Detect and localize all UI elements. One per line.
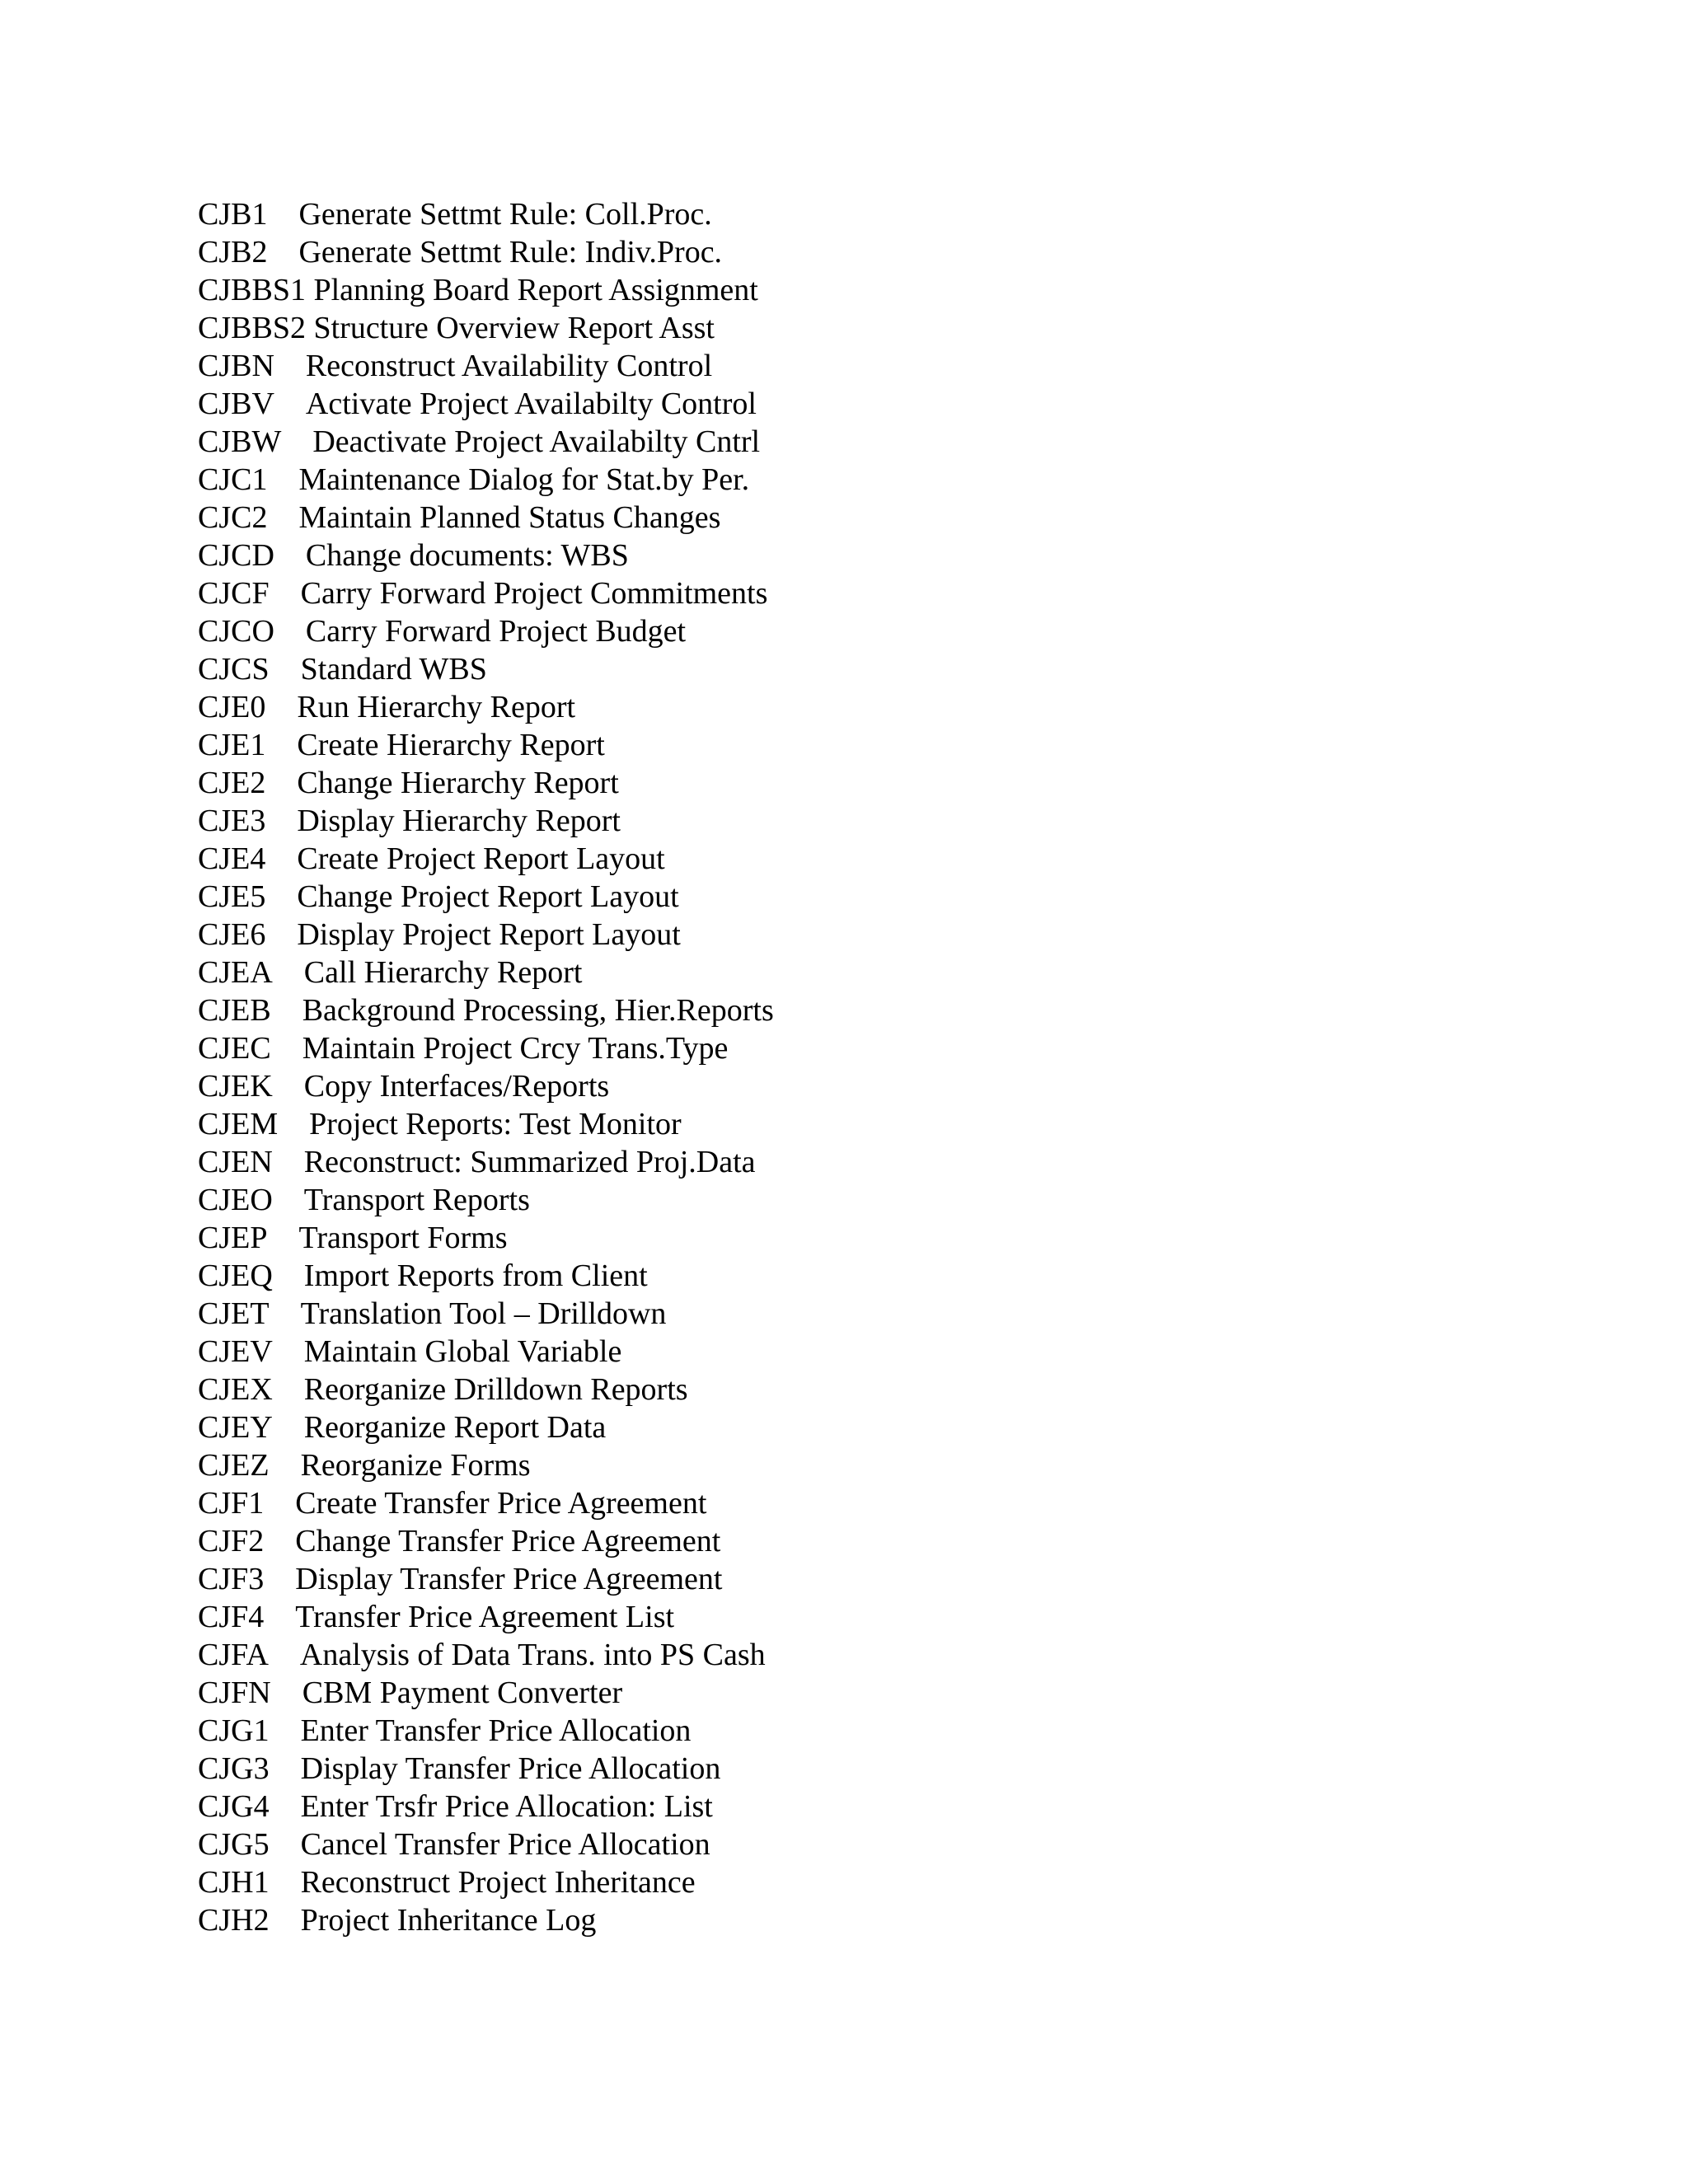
transaction-code: CJF3 [198, 1562, 265, 1596]
column-gap [270, 1789, 301, 1824]
transaction-description: Reorganize Drilldown Reports [303, 1372, 688, 1407]
column-gap [273, 955, 304, 990]
transaction-code: CJEP [198, 1221, 268, 1255]
column-gap [271, 993, 302, 1028]
list-item [198, 1295, 774, 1333]
transaction-code: CJE1 [198, 728, 266, 762]
list-item [198, 1788, 774, 1825]
transaction-code: CJEM [198, 1107, 279, 1141]
transaction-code: CJCF [198, 576, 270, 611]
list-item [198, 309, 774, 347]
transaction-code: CJE5 [198, 879, 266, 914]
transaction-description: Change documents: WBS [305, 538, 629, 573]
list-item [198, 1143, 774, 1181]
transaction-description: Reconstruct Availability Control [305, 349, 713, 383]
transaction-code: CJEZ [198, 1448, 270, 1483]
column-gap [264, 1486, 295, 1521]
transaction-code: CJBW [198, 424, 282, 459]
transaction-description: Run Hierarchy Report [297, 690, 576, 724]
list-item [198, 650, 774, 688]
transaction-description: Create Hierarchy Report [297, 728, 605, 762]
column-gap [273, 1372, 304, 1407]
transaction-description: Change Project Report Layout [297, 879, 679, 914]
column-gap [273, 1334, 304, 1369]
transaction-description: Call Hierarchy Report [303, 955, 583, 990]
transaction-code: CJG5 [198, 1827, 270, 1862]
list-item [198, 347, 774, 385]
list-item [198, 1522, 774, 1560]
column-gap [265, 917, 297, 952]
list-item [198, 1371, 774, 1408]
column-gap [306, 311, 314, 345]
transaction-description: Structure Overview Report Asst [313, 311, 715, 345]
column-gap [274, 387, 306, 421]
list-item [198, 878, 774, 916]
column-gap [273, 1410, 304, 1445]
transaction-description: Carry Forward Project Budget [305, 614, 687, 649]
list-item [198, 991, 774, 1029]
transaction-description: Carry Forward Project Commitments [300, 576, 768, 611]
transaction-description: Standard WBS [300, 652, 487, 687]
transaction-code: CJG1 [198, 1713, 270, 1748]
transaction-description: CBM Payment Converter [302, 1675, 623, 1710]
transaction-code: CJH1 [198, 1865, 270, 1900]
transaction-description: Display Transfer Price Allocation [300, 1751, 721, 1786]
list-item [198, 764, 774, 802]
transaction-description: Generate Settmt Rule: Indiv.Proc. [298, 235, 723, 269]
list-item [198, 1067, 774, 1105]
list-item [198, 1750, 774, 1788]
list-item [198, 1484, 774, 1522]
transaction-code: CJEX [198, 1372, 273, 1407]
transaction-code: CJB2 [198, 235, 268, 269]
column-gap [271, 1031, 302, 1066]
transaction-code: CJEY [198, 1410, 273, 1445]
column-gap [274, 349, 306, 383]
column-gap [273, 1069, 304, 1104]
transaction-description: Enter Transfer Price Allocation [300, 1713, 692, 1748]
list-item [198, 840, 774, 878]
list-item [198, 1825, 774, 1863]
list-item [198, 1674, 774, 1712]
column-gap [274, 538, 306, 573]
transaction-code: CJC1 [198, 462, 268, 497]
list-item [198, 1446, 774, 1484]
column-gap [273, 1258, 304, 1293]
transaction-description: Transfer Price Agreement List [295, 1600, 675, 1634]
list-item [198, 537, 774, 574]
list-item [198, 574, 774, 612]
transaction-description: Import Reports from Client [303, 1258, 648, 1293]
transaction-code: CJEB [198, 993, 271, 1028]
list-item [198, 1219, 774, 1257]
transaction-description: Change Transfer Price Agreement [295, 1524, 721, 1558]
column-gap [267, 1221, 298, 1255]
transaction-description: Change Hierarchy Report [297, 766, 619, 800]
transaction-code: CJB1 [198, 197, 268, 232]
transaction-code: CJCD [198, 538, 274, 573]
transaction-code: CJG3 [198, 1751, 270, 1786]
transaction-code: CJEQ [198, 1258, 273, 1293]
transaction-description: Project Inheritance Log [300, 1903, 597, 1938]
column-gap [281, 424, 312, 459]
list-item [198, 461, 774, 499]
transaction-description: Create Transfer Price Agreement [295, 1486, 707, 1521]
column-gap [264, 1600, 295, 1634]
list-item [198, 1181, 774, 1219]
transaction-code: CJF2 [198, 1524, 265, 1558]
transaction-description: Background Processing, Hier.Reports [302, 993, 774, 1028]
list-item [198, 1560, 774, 1598]
transaction-code: CJC2 [198, 500, 268, 535]
transaction-description: Enter Trsfr Price Allocation: List [300, 1789, 713, 1824]
list-item [198, 1257, 774, 1295]
list-item [198, 499, 774, 537]
column-gap [264, 1562, 295, 1596]
transaction-code: CJEC [198, 1031, 271, 1066]
list-item [198, 271, 774, 309]
list-item [198, 1636, 774, 1674]
column-gap [265, 728, 297, 762]
list-item [198, 1105, 774, 1143]
list-item [198, 1712, 774, 1750]
column-gap [265, 804, 297, 838]
transaction-code: CJCO [198, 614, 274, 649]
transaction-description: Analysis of Data Trans. into PS Cash [299, 1638, 766, 1672]
transaction-code: CJF1 [198, 1486, 265, 1521]
column-gap [270, 1448, 301, 1483]
transaction-code: CJE2 [198, 766, 266, 800]
column-gap [267, 500, 298, 535]
transaction-description: Copy Interfaces/Reports [303, 1069, 610, 1104]
list-item [198, 1863, 774, 1901]
transaction-description: Reorganize Forms [300, 1448, 531, 1483]
transaction-code: CJBN [198, 349, 274, 383]
column-gap [270, 1751, 301, 1786]
transaction-code: CJEK [198, 1069, 273, 1104]
column-gap [270, 652, 301, 687]
transaction-description: Display Transfer Price Agreement [295, 1562, 723, 1596]
column-gap [273, 1145, 304, 1179]
transaction-description: Maintain Global Variable [303, 1334, 622, 1369]
transaction-code: CJEN [198, 1145, 273, 1179]
column-gap [267, 197, 298, 232]
transaction-description: Maintain Project Crcy Trans.Type [302, 1031, 729, 1066]
list-item [198, 1408, 774, 1446]
transaction-description: Planning Board Report Assignment [313, 273, 758, 307]
column-gap [270, 1713, 301, 1748]
transaction-description: Maintenance Dialog for Stat.by Per. [298, 462, 750, 497]
column-gap [270, 1827, 301, 1862]
transaction-description: Display Hierarchy Report [297, 804, 621, 838]
transaction-description: Maintain Planned Status Changes [298, 500, 721, 535]
transaction-code: CJE0 [198, 690, 266, 724]
column-gap [267, 235, 298, 269]
transaction-description: Cancel Transfer Price Allocation [300, 1827, 710, 1862]
list-item [198, 688, 774, 726]
transaction-code-list [198, 195, 774, 1939]
transaction-description: Generate Settmt Rule: Coll.Proc. [298, 197, 712, 232]
column-gap [267, 462, 298, 497]
list-item [198, 233, 774, 271]
column-gap [306, 273, 314, 307]
transaction-description: Reorganize Report Data [303, 1410, 607, 1445]
column-gap [271, 1675, 302, 1710]
column-gap [274, 614, 306, 649]
transaction-code: CJBV [198, 387, 274, 421]
transaction-code: CJH2 [198, 1903, 270, 1938]
list-item [198, 612, 774, 650]
transaction-code: CJBBS2 [198, 311, 306, 345]
column-gap [265, 879, 297, 914]
transaction-code: CJE6 [198, 917, 266, 952]
column-gap [265, 841, 297, 876]
transaction-code: CJEO [198, 1183, 273, 1217]
column-gap [273, 1183, 304, 1217]
column-gap [270, 576, 301, 611]
transaction-description: Deactivate Project Availabilty Cntrl [312, 424, 761, 459]
transaction-code: CJE4 [198, 841, 266, 876]
transaction-code: CJG4 [198, 1789, 270, 1824]
column-gap [278, 1107, 309, 1141]
transaction-description: Transport Forms [298, 1221, 508, 1255]
transaction-description: Create Project Report Layout [297, 841, 665, 876]
list-item [198, 802, 774, 840]
transaction-description: Reconstruct: Summarized Proj.Data [303, 1145, 756, 1179]
list-item [198, 423, 774, 461]
list-item [198, 916, 774, 954]
transaction-code: CJBBS1 [198, 273, 306, 307]
list-item [198, 1598, 774, 1636]
column-gap [270, 1296, 301, 1331]
column-gap [265, 690, 297, 724]
list-item [198, 1029, 774, 1067]
transaction-code: CJEA [198, 955, 273, 990]
column-gap [270, 1903, 301, 1938]
list-item [198, 1333, 774, 1371]
transaction-description: Transport Reports [303, 1183, 530, 1217]
transaction-description: Activate Project Availabilty Control [305, 387, 757, 421]
list-item [198, 954, 774, 991]
transaction-description: Display Project Report Layout [297, 917, 681, 952]
list-item [198, 195, 774, 233]
column-gap [265, 766, 297, 800]
transaction-description: Translation Tool – Drilldown [300, 1296, 667, 1331]
transaction-code: CJF4 [198, 1600, 265, 1634]
transaction-code: CJET [198, 1296, 270, 1331]
list-item [198, 726, 774, 764]
list-item [198, 385, 774, 423]
transaction-description: Reconstruct Project Inheritance [300, 1865, 696, 1900]
transaction-code: CJFN [198, 1675, 271, 1710]
transaction-code: CJCS [198, 652, 270, 687]
column-gap [269, 1638, 300, 1672]
list-item [198, 1901, 774, 1939]
column-gap [264, 1524, 295, 1558]
transaction-code: CJEV [198, 1334, 273, 1369]
transaction-code: CJE3 [198, 804, 266, 838]
transaction-description: Project Reports: Test Monitor [309, 1107, 682, 1141]
column-gap [270, 1865, 301, 1900]
transaction-code: CJFA [198, 1638, 269, 1672]
